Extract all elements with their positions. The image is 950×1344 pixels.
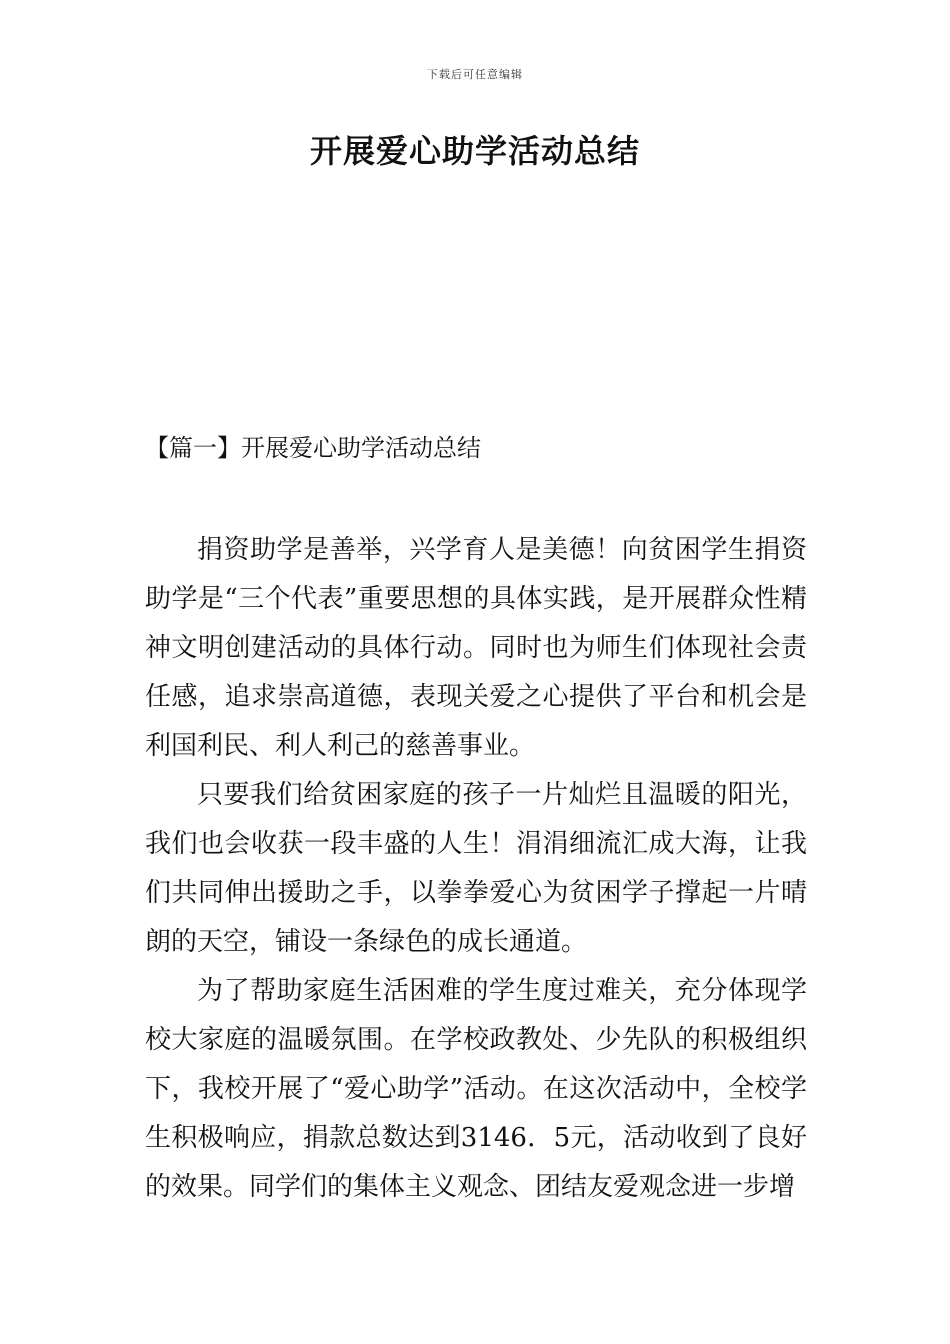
paragraph-3: 为了帮助家庭生活困难的学生度过难关，充分体现学校大家庭的温暖氛围。在学校政教处、少先队的积极组织下，我校开展了“爱心助学”活动。在这次活动中，全校学生积极响应，捐款总数达到3146．5元，活动收到了良好的效果。同学们的集体主义观念、团结友爱观念进一步增 bbox=[145, 976, 807, 1202]
paragraph-2: 只要我们给贫困家庭的孩子一片灿烂且温暖的阳光，我们也会收获一段丰盛的人生！涓涓细流汇成大海，让我们共同伸出援助之手，以拳拳爱心为贫困学子撑起一片晴朗的天空，铺设一条绿色的成长通道。 bbox=[145, 780, 807, 957]
paragraph-1: 捐资助学是善举，兴学育人是美德！向贫困学生捐资助学是“三个代表”重要思想的具体实践，是开展群众性精神文明创建活动的具体行动。同时也为师生们体现社会责任感，追求崇高道德，表现关爱之心提供了平台和机会是利国利民、利人利己的慈善事业。 bbox=[145, 535, 807, 761]
document-title: 开展爱心助学活动总结 bbox=[309, 132, 640, 170]
header-note: 下载后可任意编辑 bbox=[427, 68, 523, 81]
section-heading: 【篇一】开展爱心助学活动总结 bbox=[145, 434, 481, 462]
document-body bbox=[145, 526, 807, 1212]
